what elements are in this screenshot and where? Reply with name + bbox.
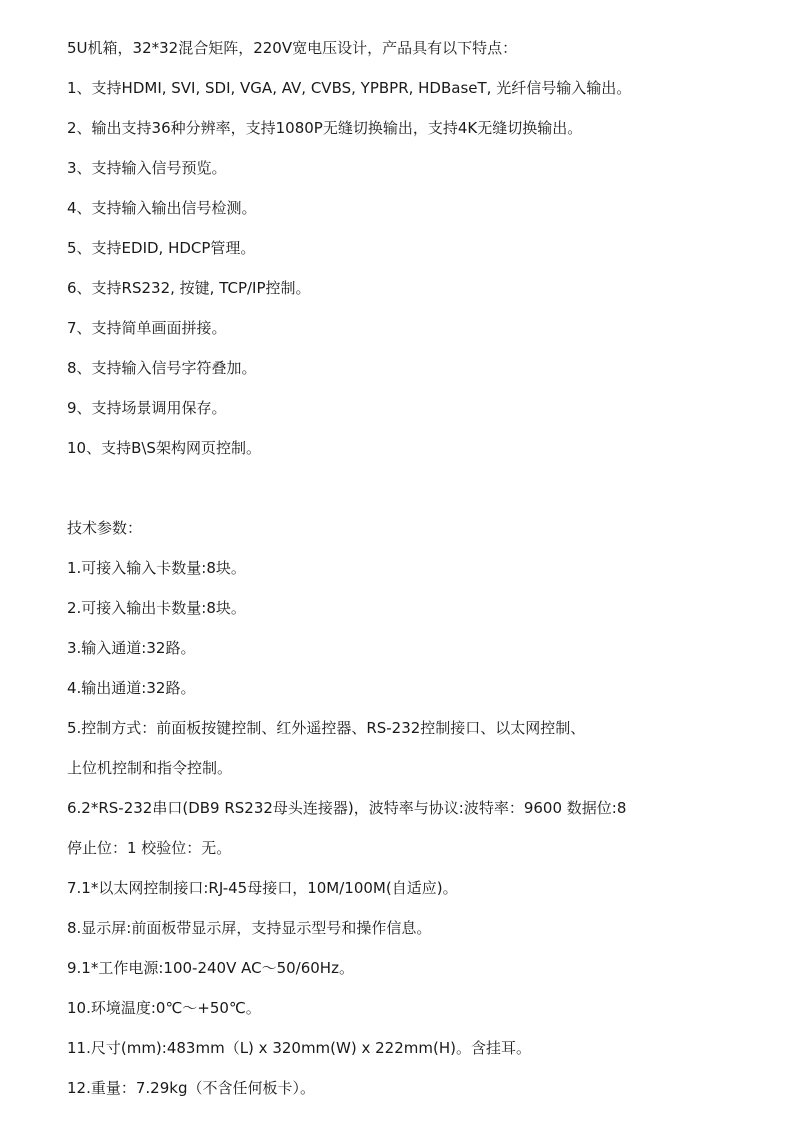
specs-heading: 技术参数： <box>67 519 143 537</box>
feature-item-3: 3、支持输入信号预览。 <box>67 159 227 177</box>
feature-item-1: 1、支持HDMI, SVI, SDI, VGA, AV, CVBS, YPBPR, HDBaseT, 光纤信号输入输出。 <box>67 79 632 97</box>
spec-line: 11.尺寸(mm):483mm（L) x 320mm(W) x 222mm(H)。含挂耳。 <box>67 1039 531 1057</box>
spec-line: 7.1*以太网控制接口:RJ-45母接口，10M/100M(自适应)。 <box>67 879 458 897</box>
spec-line-continuation: 停止位：1 校验位：无。 <box>67 839 232 857</box>
spec-line: 5.控制方式：前面板按键控制、红外遥控器、RS-232控制接口、以太网控制、 <box>67 719 586 737</box>
spec-line: 8.显示屏:前面板带显示屏，支持显示型号和操作信息。 <box>67 919 432 937</box>
feature-item-10: 10、支持B\S架构网页控制。 <box>67 439 261 457</box>
spec-line: 4.输出通道:32路。 <box>67 679 196 697</box>
spec-line-continuation: 上位机控制和指令控制。 <box>67 759 233 777</box>
spec-line: 10.环境温度:0℃～+50℃。 <box>67 999 261 1017</box>
spec-line: 9.1*工作电源:100-240V AC～50/60Hz。 <box>67 959 354 977</box>
spec-line: 1.可接入输入卡数量:8块。 <box>67 559 246 577</box>
feature-item-4: 4、支持输入输出信号检测。 <box>67 199 257 217</box>
section-spacer <box>67 478 787 518</box>
spec-line: 12.重量：7.29kg（不含任何板卡）。 <box>67 1079 315 1097</box>
feature-item-9: 9、支持场景调用保存。 <box>67 399 227 417</box>
feature-item-5: 5、支持EDID, HDCP管理。 <box>67 239 256 257</box>
document-body <box>67 38 787 1118</box>
spec-line: 2.可接入输出卡数量:8块。 <box>67 599 246 617</box>
feature-item-2: 2、输出支持36种分辨率，支持1080P无缝切换输出，支持4K无缝切换输出。 <box>67 119 583 137</box>
intro-line: 5U机箱，32*32混合矩阵，220V宽电压设计，产品具有以下特点： <box>67 39 518 57</box>
feature-item-7: 7、支持简单画面拼接。 <box>67 319 227 337</box>
feature-item-8: 8、支持输入信号字符叠加。 <box>67 359 257 377</box>
spec-line: 6.2*RS-232串口(DB9 RS232母头连接器)，波特率与协议:波特率：9600 数据位:8 <box>67 799 627 817</box>
spec-line: 3.输入通道:32路。 <box>67 639 196 657</box>
feature-item-6: 6、支持RS232, 按键, TCP/IP控制。 <box>67 279 311 297</box>
